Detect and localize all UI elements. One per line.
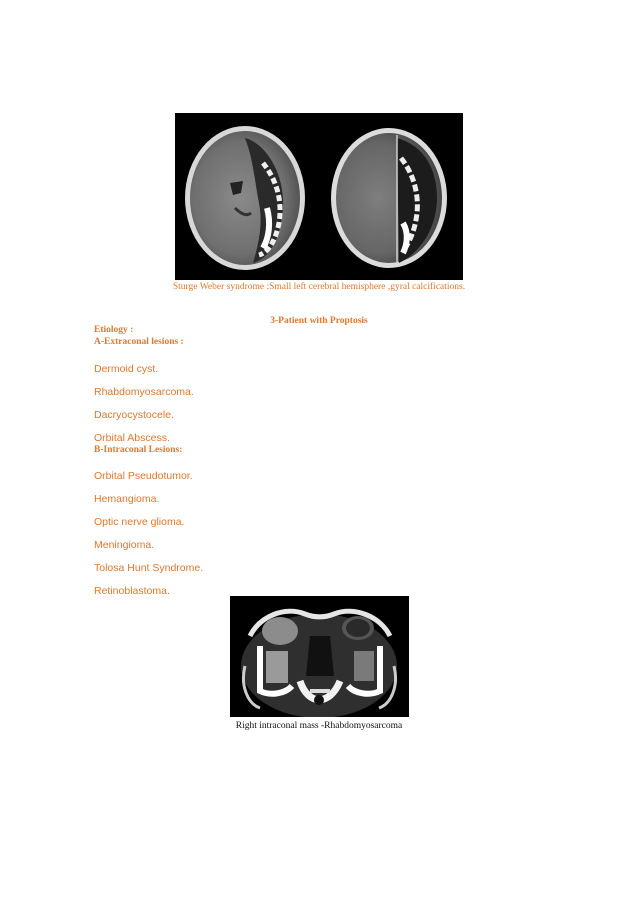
list-item: Rhabdomyosarcoma. bbox=[94, 386, 194, 398]
intraconal-title: B-Intraconal Lesions: bbox=[94, 445, 183, 455]
list-item: Dacryocystocele. bbox=[94, 409, 174, 421]
etiology-label: Etiology : bbox=[94, 325, 134, 335]
list-item: Retinoblastoma. bbox=[94, 585, 170, 597]
section-heading: 3-Patient with Proptosis bbox=[270, 316, 368, 326]
list-item: Optic nerve glioma. bbox=[94, 516, 185, 528]
list-item: Meningioma. bbox=[94, 539, 155, 551]
orbit-ct-image bbox=[230, 596, 409, 717]
brain-ct-figure bbox=[175, 113, 463, 280]
list-item: Dermoid cyst. bbox=[94, 363, 159, 375]
list-item: Hemangioma. bbox=[94, 493, 160, 505]
list-item: Orbital Pseudotumor. bbox=[94, 470, 193, 482]
figure1-caption: Sturge Weber syndrome :Small left cerebral hemisphere ,gyral calcifications. bbox=[172, 282, 466, 292]
extraconal-title: A-Extraconal lesions : bbox=[94, 337, 184, 347]
list-item: Tolosa Hunt Syndrome. bbox=[94, 562, 204, 574]
orbit-ct-figure bbox=[230, 596, 409, 717]
figure2-caption: Right intraconal mass -Rhabdomyosarcoma bbox=[235, 721, 403, 731]
brain-ct-image bbox=[175, 113, 463, 280]
list-item: Orbital Abscess. bbox=[94, 432, 170, 444]
